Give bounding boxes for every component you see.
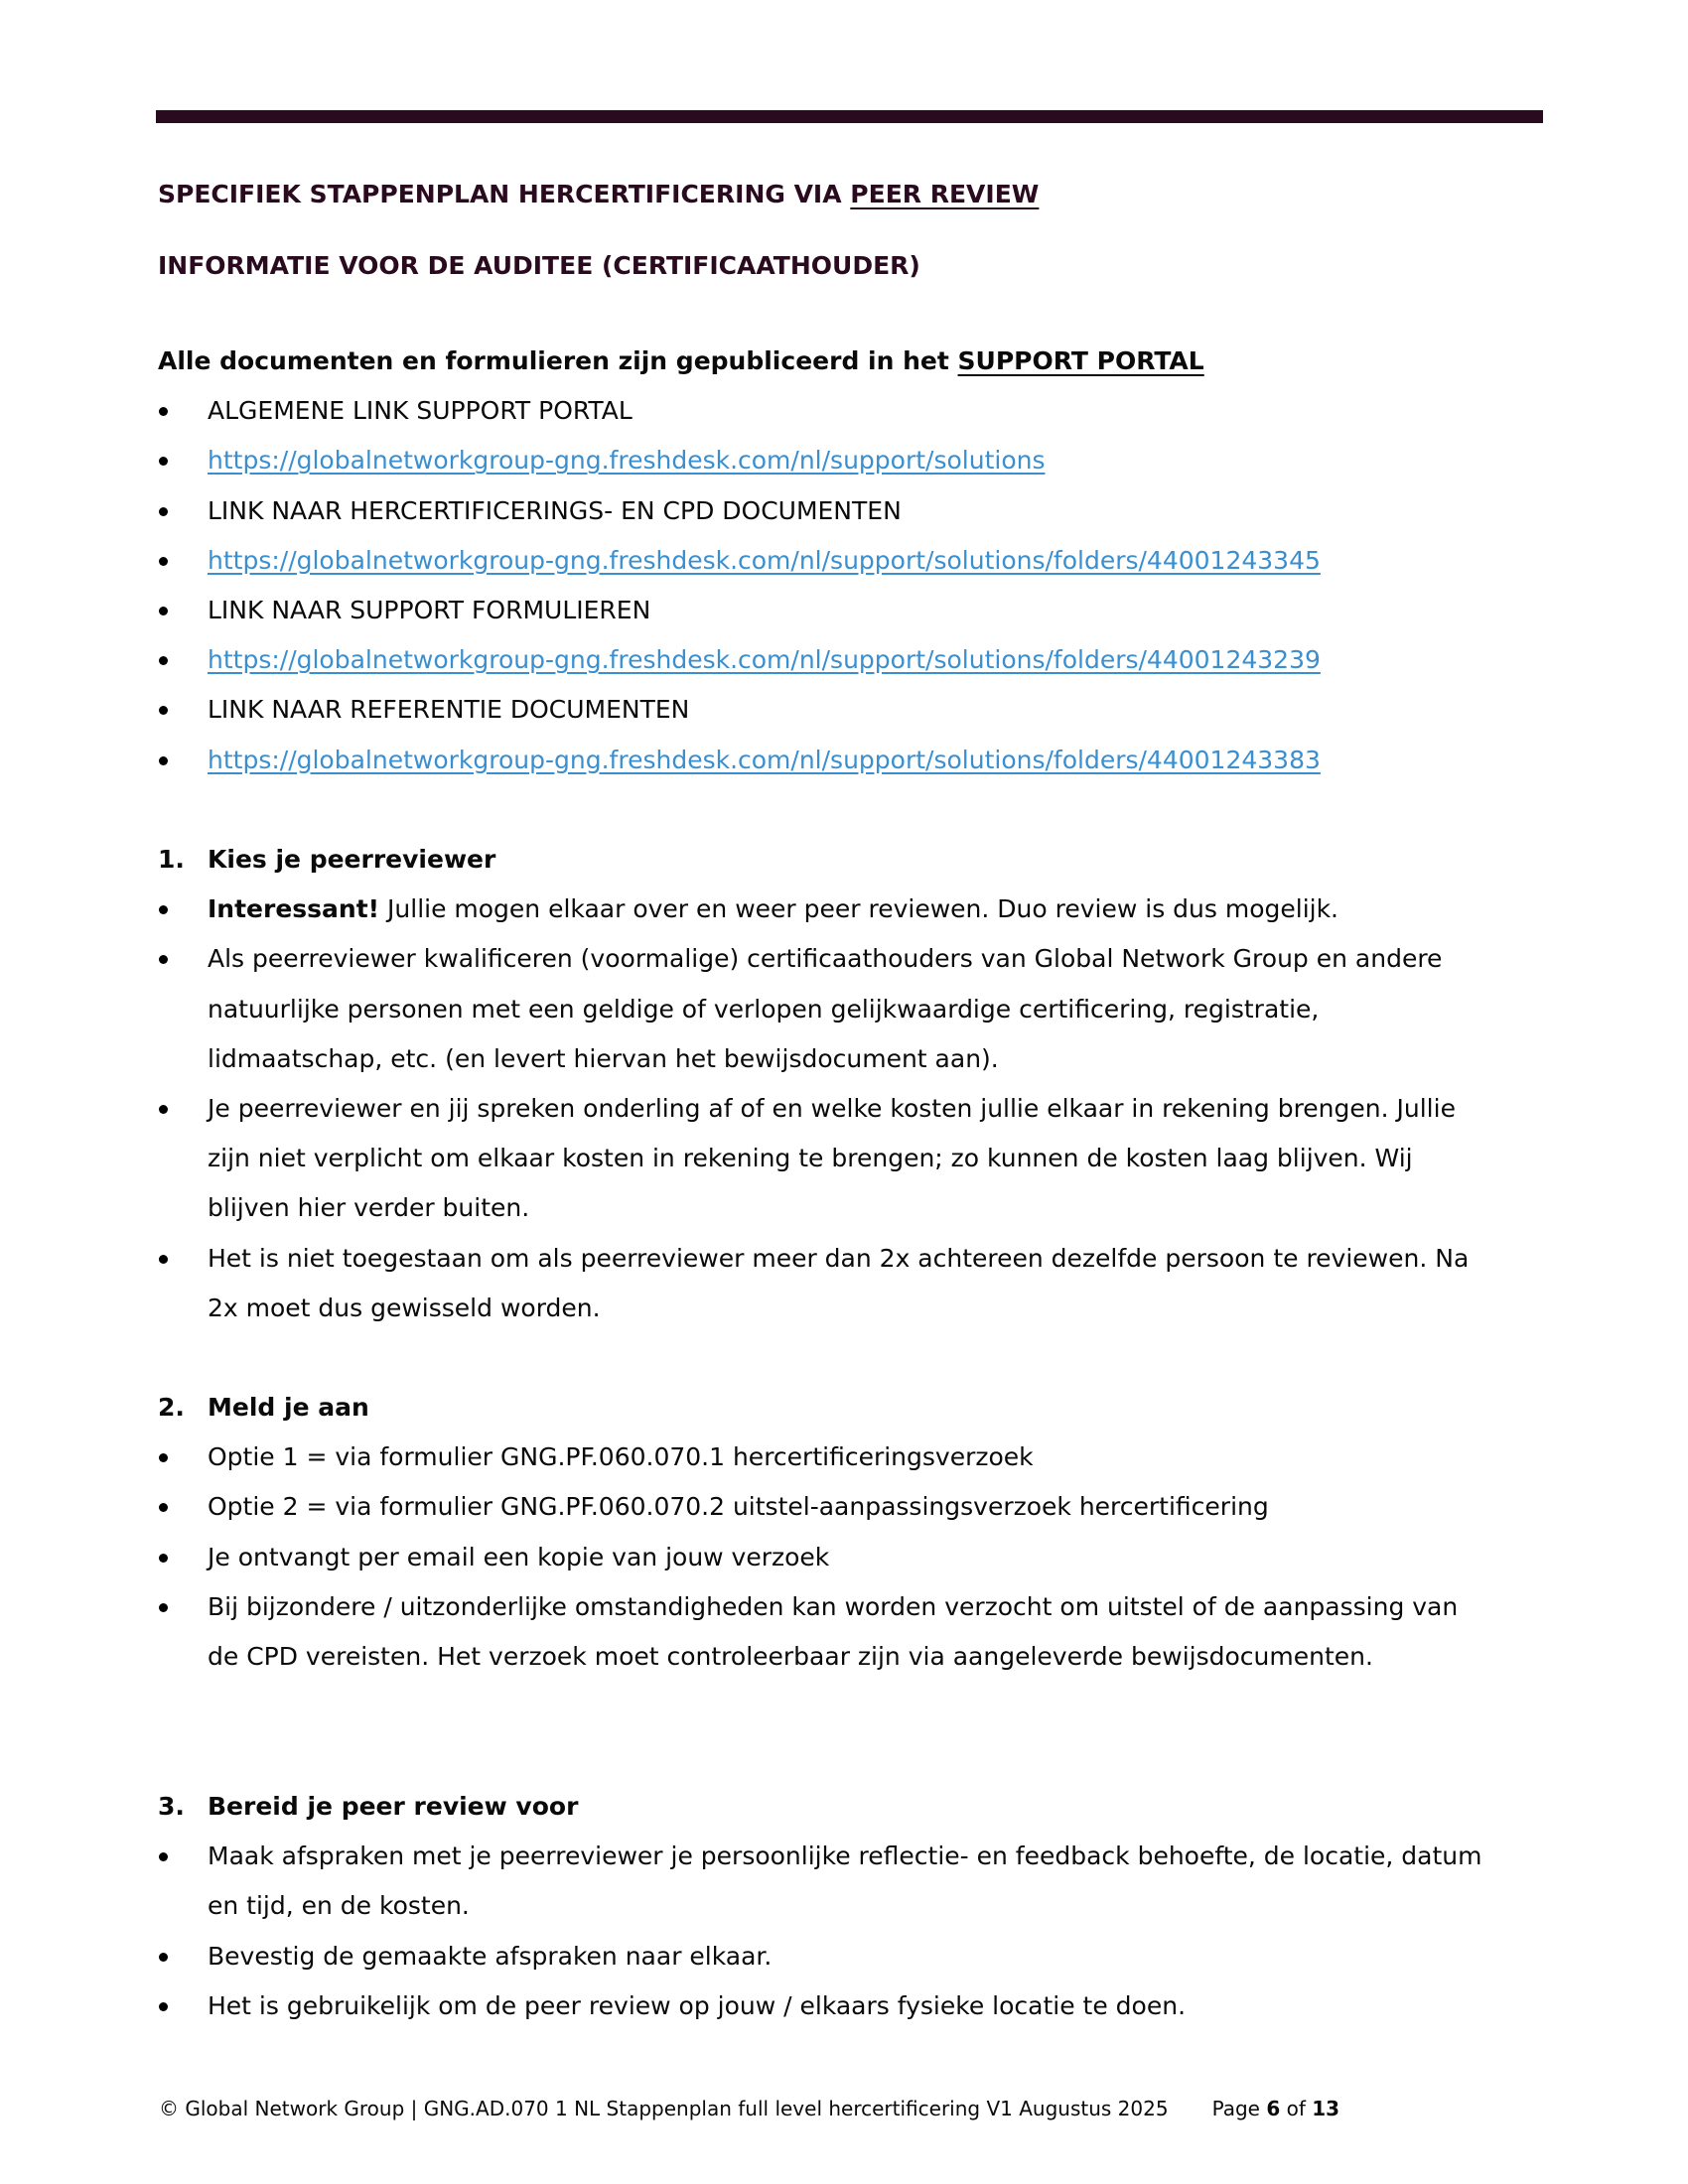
of-label: of bbox=[1280, 2097, 1313, 2120]
portal-heading bbox=[158, 337, 1488, 386]
page-footer bbox=[159, 2095, 1339, 2122]
section-title: Kies je peerreviewer bbox=[208, 845, 496, 874]
list-item: Je peerreviewer en jij spreken onderling af of en welke kosten jullie elkaar in rekening brengen. Jullie zijn niet verplicht om elkaar kosten in rekening te brengen; zo kunnen de kosten laag blijven. Wij blijven hier verder buiten. bbox=[158, 1084, 1488, 1234]
list-item: Het is gebruikelijk om de peer review op jouw / elkaars fysieke locatie te doen. bbox=[158, 1981, 1488, 2031]
list-item: LINK NAAR SUPPORT FORMULIEREN bbox=[158, 586, 1488, 635]
item-text: Jullie mogen elkaar over en weer peer reviewen. Duo review is dus mogelijk. bbox=[379, 894, 1339, 924]
forms-link[interactable]: https://globalnetworkgroup-gng.freshdesk.com/nl/support/solutions/folders/44001243239 bbox=[208, 645, 1321, 675]
page-number bbox=[1212, 2097, 1340, 2120]
list-item bbox=[158, 635, 1488, 685]
portal-section bbox=[158, 337, 1488, 785]
cpd-documents-link[interactable]: https://globalnetworkgroup-gng.freshdesk.com/nl/support/solutions/folders/44001243345 bbox=[208, 545, 1321, 575]
section-number: 3. bbox=[158, 1792, 185, 1821]
list-item: LINK NAAR HERCERTIFICERINGS- EN CPD DOCUMENTEN bbox=[158, 486, 1488, 536]
peer-review-link[interactable]: PEER REVIEW bbox=[850, 180, 1040, 208]
section-2 bbox=[158, 1383, 1488, 1682]
portal-link[interactable]: https://globalnetworkgroup-gng.freshdesk.com/nl/support/solutions bbox=[208, 446, 1046, 476]
section-heading bbox=[158, 1383, 1488, 1433]
portal-list bbox=[158, 386, 1488, 785]
total-pages: 13 bbox=[1312, 2097, 1340, 2120]
title-text: SPECIFIEK STAPPENPLAN HERCERTIFICERING VIA bbox=[158, 180, 851, 208]
list-item: Optie 2 = via formulier GNG.PF.060.070.2 uitstel-aanpassingsverzoek hercertificering bbox=[158, 1482, 1488, 1532]
list-item: Als peerreviewer kwalificeren (voormalige) certificaathouders van Global Network Group en andere natuurlijke personen met een geldige of verlopen gelijkwaardige certificering, registratie, lidmaatschap, etc. (en levert hiervan het bewijsdocument aan). bbox=[158, 934, 1488, 1084]
footer-text: © Global Network Group | GNG.AD.070 1 NL Stappenplan full level hercertificering V1 Augustus 2025 bbox=[159, 2097, 1169, 2120]
support-portal-link[interactable]: SUPPORT PORTAL bbox=[957, 346, 1204, 375]
page-subtitle: INFORMATIE VOOR DE AUDITEE (CERTIFICAATHOUDER) bbox=[158, 251, 920, 280]
section-number: 2. bbox=[158, 1393, 185, 1422]
page-title bbox=[158, 175, 1039, 214]
header-rule bbox=[156, 110, 1543, 123]
section-3 bbox=[158, 1782, 1488, 2031]
section-title: Bereid je peer review voor bbox=[208, 1792, 579, 1821]
section-heading bbox=[158, 1782, 1488, 1832]
section-heading bbox=[158, 835, 1488, 885]
current-page: 6 bbox=[1266, 2097, 1281, 2120]
portal-heading-text: Alle documenten en formulieren zijn gepubliceerd in het bbox=[158, 346, 958, 375]
list-item: Bevestig de gemaakte afspraken naar elkaar. bbox=[158, 1932, 1488, 1981]
page-label: Page bbox=[1211, 2097, 1267, 2120]
section-number: 1. bbox=[158, 845, 185, 874]
list-item bbox=[158, 736, 1488, 785]
emphasis: Interessant! bbox=[208, 894, 380, 924]
list-item: Maak afspraken met je peerreviewer je persoonlijke reflectie- en feedback behoefte, de locatie, datum en tijd, en de kosten. bbox=[158, 1832, 1488, 1931]
list-item bbox=[158, 436, 1488, 485]
reference-documents-link[interactable]: https://globalnetworkgroup-gng.freshdesk.com/nl/support/solutions/folders/44001243383 bbox=[208, 745, 1321, 774]
list-item bbox=[158, 536, 1488, 586]
section-title: Meld je aan bbox=[208, 1393, 369, 1422]
list-item bbox=[158, 885, 1488, 934]
list-item: ALGEMENE LINK SUPPORT PORTAL bbox=[158, 386, 1488, 436]
section-1 bbox=[158, 835, 1488, 1333]
list-item: Het is niet toegestaan om als peerreviewer meer dan 2x achtereen dezelfde persoon te reviewen. Na 2x moet dus gewisseld worden. bbox=[158, 1234, 1488, 1333]
list-item: Optie 1 = via formulier GNG.PF.060.070.1 hercertificeringsverzoek bbox=[158, 1433, 1488, 1482]
list-item: Je ontvangt per email een kopie van jouw verzoek bbox=[158, 1533, 1488, 1582]
list-item: Bij bijzondere / uitzonderlijke omstandigheden kan worden verzocht om uitstel of de aanpassing van de CPD vereisten. Het verzoek moet controleerbaar zijn via aangeleverde bewijsdocumenten. bbox=[158, 1582, 1488, 1682]
list-item: LINK NAAR REFERENTIE DOCUMENTEN bbox=[158, 685, 1488, 735]
